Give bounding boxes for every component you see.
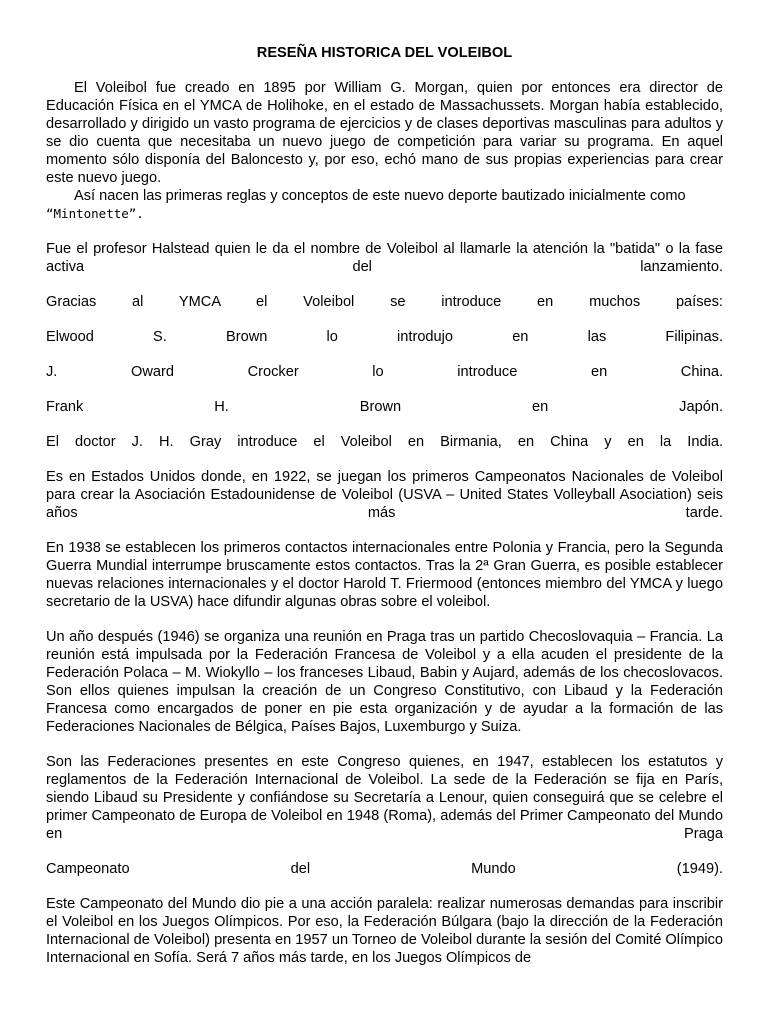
paragraph-origin: El Voleibol fue creado en 1895 por William G. Morgan, quien por entonces era director de Educación Física en el YMCA de Holihoke, en el estado de Massachussets. Morgan había establecido, desarrollado y dirigido un vasto programa de ejercicios y de clases deportivas masculinas para adultos y se dio cuenta que necesitaba un nuevo juego de competición para variar su programa. En aquel momento sólo disponía del Baloncesto y, por eso, echó mano de sus propias experiencias para crear este nuevo juego. bbox=[46, 80, 723, 186]
paragraph-japan: Frank H. Brown en Japón. bbox=[46, 399, 723, 415]
paragraph-mintonette bbox=[46, 187, 723, 223]
paragraph-world-championship: Campeonato del Mundo (1949). bbox=[46, 861, 723, 877]
paragraph-1946: Un año después (1946) se organiza una reunión en Praga tras un partido Checoslovaquia – Francia. La reunión está impulsada por la Federación Francesa de Voleibol y a ella acuden el presidente de la Federación Polaca – M. Wiokyllo – los franceses Libaud, Babin y Aujard, además de los checoslovacos. Son ellos quienes impulsan la creación de un Congreso Constitutivo, con Libaud y la Federación Francesa como encargados de poner en pie esta organización y de ayudar a la formación de las Federaciones Nacionales de Bélgica, Países Bajos, Luxemburgo y Suiza. bbox=[46, 629, 723, 735]
paragraph-1947: Son las Federaciones presentes en este Congreso quienes, en 1947, establecen los estatutos y reglamentos de la Federación Internacional de Voleibol. La sede de la Federación se fija en París, siendo Libaud su Presidente y confiándose su Secretaría a Lenour, quien conseguirá que se celebre el primer Campeonato de Europa de Voleibol en 1948 (Roma), además del Primer Campeonato del Mundo en Praga bbox=[46, 754, 723, 842]
paragraph-philippines: Elwood S. Brown lo introdujo en las Filipinas. bbox=[46, 329, 723, 345]
document-page bbox=[46, 44, 723, 967]
page-title: RESEÑA HISTORICA DEL VOLEIBOL bbox=[256, 45, 513, 61]
paragraph-mintonette-text: Así nacen las primeras reglas y conceptos de este nuevo deporte bautizado inicialmente como bbox=[74, 188, 686, 204]
paragraph-halstead: Fue el profesor Halstead quien le da el nombre de Voleibol al llamarle la atención la "batida" o la fase activa del lanzamiento. bbox=[46, 241, 723, 275]
mintonette-name: “Mintonette”. bbox=[46, 206, 144, 221]
paragraph-china: J. Oward Crocker lo introduce en China. bbox=[46, 364, 723, 380]
paragraph-usva: Es en Estados Unidos donde, en 1922, se juegan los primeros Campeonatos Nacionales de Voleibol para crear la Asociación Estadounidense de Voleibol (USVA – United States Volleyball Asociation) seis años más tarde. bbox=[46, 469, 723, 521]
paragraph-birmania: El doctor J. H. Gray introduce el Voleibol en Birmania, en China y en la India. bbox=[46, 434, 723, 450]
paragraph-ymca: Gracias al YMCA el Voleibol se introduce en muchos países: bbox=[46, 294, 723, 310]
paragraph-olympics: Este Campeonato del Mundo dio pie a una acción paralela: realizar numerosas demandas para inscribir el Voleibol en los Juegos Olímpicos. Por eso, la Federación Búlgara (bajo la dirección de la Federación Internacional de Voleibol) presenta en 1957 un Torneo de Voleibol durante la sesión del Comité Olímpico Internacional en Sofía. Será 7 años más tarde, en los Juegos Olímpicos de bbox=[46, 896, 723, 966]
paragraph-1938: En 1938 se establecen los primeros contactos internacionales entre Polonia y Francia, pero la Segunda Guerra Mundial interrumpe bruscamente estos contactos. Tras la 2ª Gran Guerra, es posible establecer nuevas relaciones internacionales y el doctor Harold T. Friermood (entonces miembro del YMCA y luego secretario de la USVA) hace difundir algunas obras sobre el voleibol. bbox=[46, 540, 723, 610]
